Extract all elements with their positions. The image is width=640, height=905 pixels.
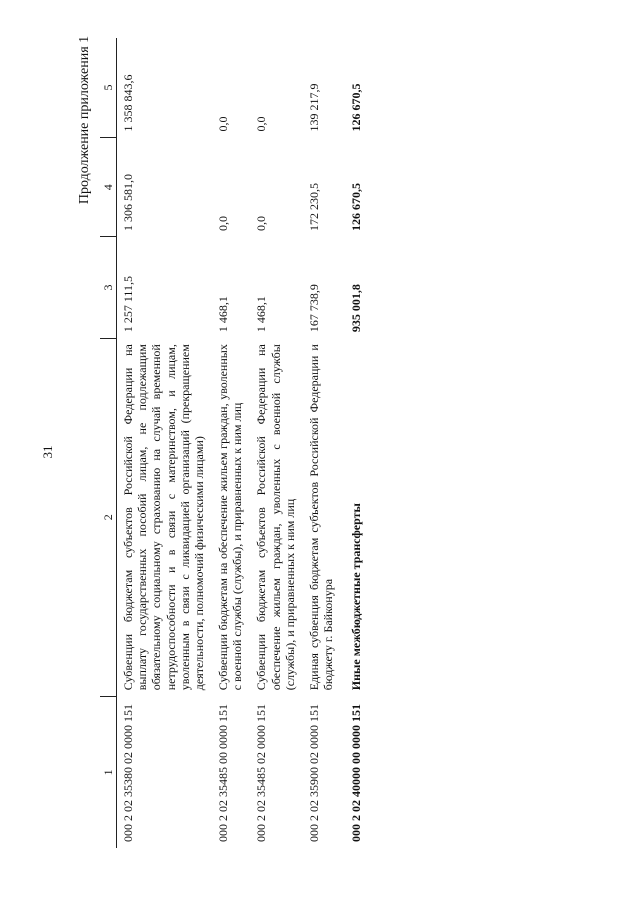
total-amount-col4: 126 670,5	[349, 182, 364, 231]
table-header-row	[100, 38, 117, 848]
amount-col4: 172 230,5	[306, 182, 321, 231]
appendix-title: Продолжение приложения 1	[77, 35, 92, 205]
amount-col5: 139 217,9	[306, 83, 321, 132]
total-budget-code: 000 2 02 40000 00 0000 151	[349, 704, 364, 842]
column-header-4: 4	[100, 137, 117, 236]
budget-table	[100, 38, 369, 848]
amount-col3: 1 468,1	[254, 296, 269, 333]
column-header-2: 2	[100, 338, 117, 696]
amount-col4: 0,0	[254, 215, 269, 231]
table-row	[303, 38, 341, 848]
total-amount-col3: 935 001,8	[349, 284, 364, 333]
table-total-row	[341, 38, 369, 848]
page-number: 31	[40, 445, 55, 459]
amount-col5: 0,0	[216, 116, 231, 132]
rotated-table-container	[100, 38, 545, 848]
table-row	[250, 38, 302, 848]
item-description: Единая субвенция бюджетам субъектов Российской Федерации и бюджету г. Байконура	[306, 344, 336, 691]
budget-code: 000 2 02 35380 02 0000 151	[121, 704, 136, 842]
budget-code: 000 2 02 35900 02 0000 151	[306, 704, 321, 842]
amount-col3: 1 468,1	[216, 296, 231, 333]
total-description: Иные межбюджетные трансферты	[349, 503, 364, 691]
item-description: Субвенции бюджетам субъектов Российской Федерации на обеспечение жильем граждан, уволенных с военной службы (службы), и приравненных к ним лиц	[254, 344, 297, 691]
column-header-3: 3	[100, 237, 117, 338]
budget-code: 000 2 02 35485 00 0000 151	[216, 704, 231, 842]
amount-col4: 0,0	[216, 215, 231, 231]
item-description: Субвенции бюджетам на обеспечение жильем граждан, уволенных с военной службы (службы), и приравненных к ним лиц	[216, 344, 245, 691]
amount-col4: 1 306 581,0	[121, 173, 136, 231]
total-amount-col5: 126 670,5	[349, 83, 364, 132]
amount-col5: 0,0	[254, 116, 269, 132]
column-header-5: 5	[100, 38, 117, 137]
item-description: Субвенции бюджетам субъектов Российской Федерации на выплату государственных пособий лицам, не подлежащим обязательному социальному страхованию на случай временной нетрудоспособности и в связи с материнством, и лицам, уволенным в связи с ликвидацией организаций (прекращением деятельности, полномочий физическими лицами)	[121, 344, 206, 691]
amount-col3: 1 257 111,5	[121, 276, 136, 333]
table-row	[117, 38, 212, 848]
column-header-1: 1	[100, 696, 117, 848]
amount-col3: 167 738,9	[306, 284, 321, 333]
table-row	[212, 38, 250, 848]
budget-code: 000 2 02 35485 02 0000 151	[254, 704, 269, 842]
amount-col5: 1 358 843,6	[121, 74, 136, 132]
